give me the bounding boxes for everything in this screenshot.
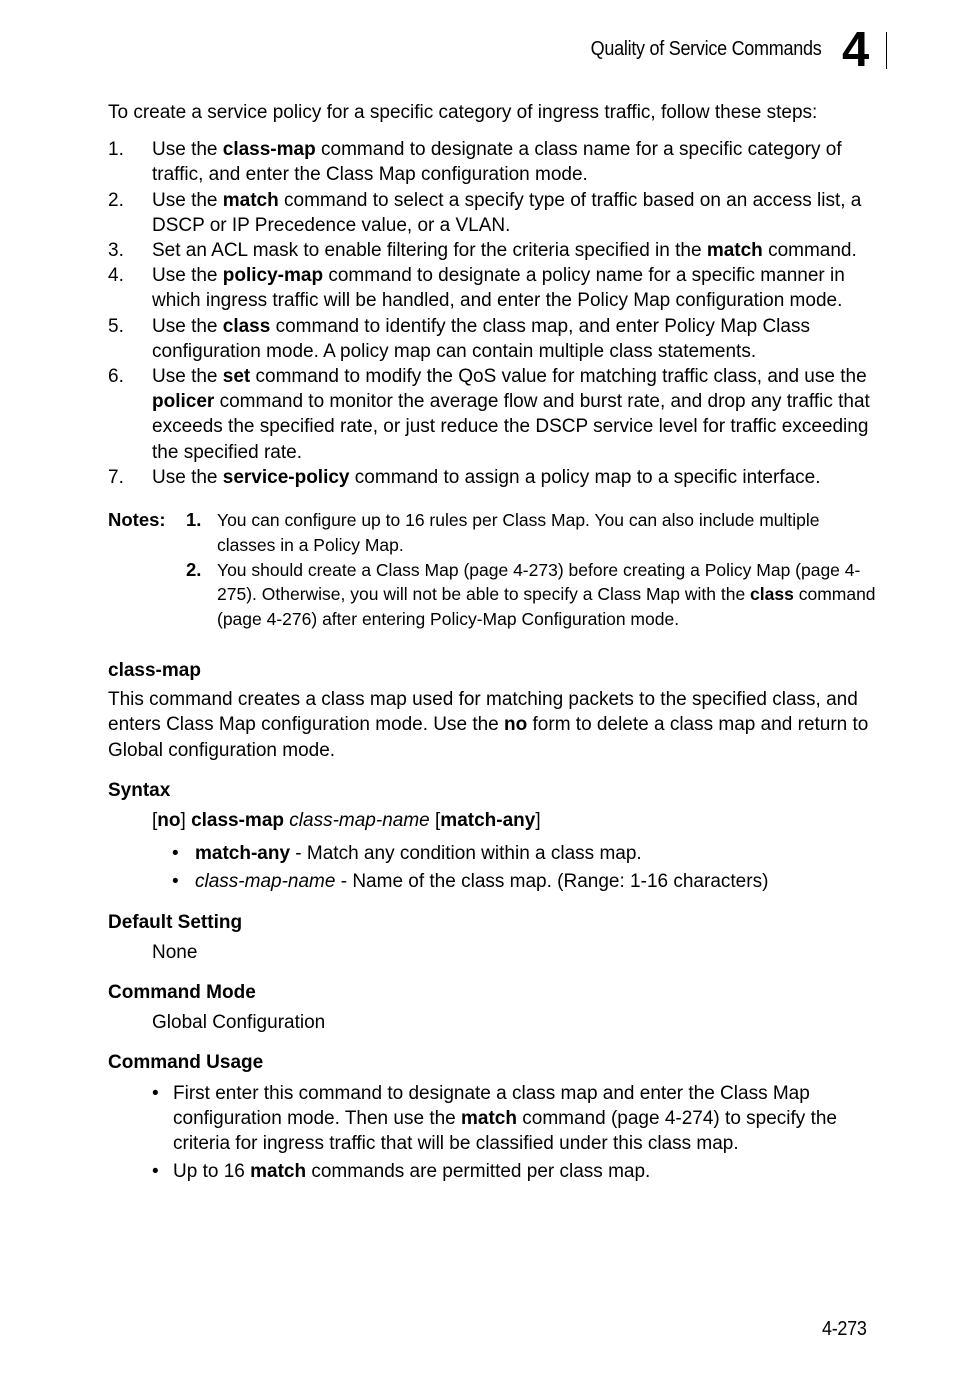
step-text: Set an ACL mask to enable filtering for the criteria specified in the bbox=[152, 240, 707, 262]
list-item bbox=[108, 869, 878, 894]
notes-block bbox=[108, 508, 878, 632]
step-text: command to identify the class map, and enter Policy Map Class configuration mode. A policy map can contain multiple class statements. bbox=[152, 315, 810, 362]
list-item bbox=[108, 1159, 878, 1184]
step-number: 7. bbox=[108, 466, 124, 488]
usage-text: commands are permitted per class map. bbox=[306, 1161, 651, 1183]
running-header-title: Quality of Service Commands bbox=[590, 38, 821, 60]
list-item bbox=[108, 238, 878, 263]
usage-text: command (page 4-274) to specify the criteria for ingress traffic that will be classified under this class map. bbox=[173, 1107, 837, 1155]
step-number: 3. bbox=[108, 240, 124, 262]
parameter-description: - Match any condition within a class map. bbox=[290, 843, 642, 865]
command-mode-heading: Command Mode bbox=[108, 982, 256, 1004]
page-content bbox=[108, 100, 878, 1187]
step-number: 2. bbox=[108, 189, 124, 211]
step-text: Use the bbox=[152, 466, 223, 488]
list-item bbox=[108, 1081, 878, 1157]
syntax-keyword: match-any bbox=[440, 810, 536, 832]
step-text: Use the bbox=[152, 366, 223, 388]
step-text: command to modify the QoS value for matching traffic class, and use the bbox=[250, 366, 867, 388]
bullet-icon: • bbox=[172, 871, 179, 893]
syntax-bracket: [ bbox=[429, 810, 441, 832]
note-item bbox=[108, 508, 878, 558]
syntax-keyword: class-map bbox=[191, 810, 285, 832]
note-text: command (page 4-276) after entering Policy-Map Configuration mode. bbox=[217, 584, 876, 630]
command-keyword: class bbox=[222, 315, 271, 337]
syntax-bracket: ] bbox=[180, 810, 192, 832]
step-text: Use the bbox=[152, 265, 223, 287]
command-keyword: set bbox=[222, 366, 251, 388]
bullet-icon: • bbox=[172, 843, 179, 865]
parameter-term: class-map-name bbox=[195, 871, 336, 893]
note-text: You should create a Class Map (page 4-273) before creating a Policy Map (page 4-275). Otherwise, you will not be able to specify a Class Map with the bbox=[217, 559, 861, 605]
command-keyword: match bbox=[250, 1161, 307, 1183]
command-keyword: class-map bbox=[222, 139, 316, 161]
parameter-description: - Name of the class map. (Range: 1-16 characters) bbox=[335, 871, 769, 893]
step-text: command to assign a policy map to a specific interface. bbox=[349, 466, 821, 488]
default-setting-value: None bbox=[152, 941, 198, 963]
list-item bbox=[108, 137, 878, 187]
parameter-term: match-any bbox=[195, 843, 291, 865]
intro-paragraph: To create a service policy for a specific category of ingress traffic, follow these steps: bbox=[108, 102, 818, 123]
command-keyword: policy-map bbox=[222, 265, 324, 287]
default-setting-heading: Default Setting bbox=[108, 911, 243, 933]
command-keyword: class bbox=[750, 584, 794, 605]
command-keyword: match bbox=[706, 240, 763, 262]
bullet-icon: • bbox=[152, 1082, 159, 1104]
syntax-bracket: ] bbox=[535, 810, 541, 832]
description-text: form to delete a class map and return to Global configuration mode. bbox=[108, 714, 869, 761]
step-text: command. bbox=[762, 240, 857, 262]
bullet-icon: • bbox=[152, 1161, 159, 1183]
step-text: Use the bbox=[152, 139, 223, 161]
command-keyword: match bbox=[461, 1107, 517, 1129]
note-item bbox=[108, 558, 878, 632]
step-number: 5. bbox=[108, 315, 124, 337]
command-keyword: no bbox=[504, 714, 528, 736]
list-item bbox=[108, 188, 878, 238]
syntax-heading: Syntax bbox=[108, 779, 171, 801]
syntax-keyword: no bbox=[157, 810, 181, 832]
chapter-number: 4 bbox=[842, 23, 870, 77]
step-text: command to select a specify type of traffic based on an access list, a DSCP or IP Precedence value, or a VLAN. bbox=[152, 189, 862, 236]
step-number: 1. bbox=[108, 139, 124, 161]
list-item bbox=[108, 263, 878, 313]
steps-list bbox=[108, 137, 878, 490]
list-item bbox=[108, 314, 878, 364]
note-text: You can configure up to 16 rules per Class Map. You can also include multiple classes in a Policy Map. bbox=[217, 510, 820, 555]
command-keyword: policer bbox=[152, 391, 215, 413]
chapter-tab bbox=[840, 23, 887, 77]
step-text: Use the bbox=[152, 315, 223, 337]
parameter-list bbox=[108, 841, 878, 894]
list-item bbox=[108, 364, 878, 465]
step-text: command to designate a class name for a specific category of traffic, and enter the Class Map configuration mode. bbox=[152, 139, 842, 186]
command-heading: class-map bbox=[108, 660, 201, 682]
command-keyword: service-policy bbox=[222, 466, 350, 488]
note-number: 2. bbox=[186, 558, 202, 580]
step-number: 4. bbox=[108, 265, 124, 287]
page-number: 4-273 bbox=[822, 1318, 867, 1340]
command-description bbox=[108, 687, 878, 763]
step-number: 6. bbox=[108, 366, 124, 388]
usage-list bbox=[108, 1081, 878, 1185]
command-usage-heading: Command Usage bbox=[108, 1052, 264, 1074]
notes-label: Notes: bbox=[108, 509, 166, 531]
command-mode-value: Global Configuration bbox=[152, 1012, 326, 1034]
command-keyword: match bbox=[222, 189, 279, 211]
list-item bbox=[108, 841, 878, 866]
syntax-bracket: [ bbox=[152, 810, 158, 832]
syntax-parameter: class-map-name bbox=[289, 810, 430, 832]
step-text: command to monitor the average flow and burst rate, and drop any traffic that exceeds the specified rate, or just reduce the DSCP service level for traffic exceeding the specified rate. bbox=[152, 391, 870, 463]
usage-text: First enter this command to designate a class map and enter the Class Map configuration mode. Then use the bbox=[173, 1082, 810, 1129]
step-text: command to designate a policy name for a specific manner in which ingress traffic will be handled, and enter the Policy Map configuration mode. bbox=[152, 265, 845, 312]
list-item bbox=[108, 465, 878, 490]
usage-text: Up to 16 bbox=[173, 1161, 251, 1183]
step-text: Use the bbox=[152, 189, 223, 211]
description-text: This command creates a class map used for matching packets to the specified class, and enters Class Map configuration mode. Use the bbox=[108, 689, 858, 736]
syntax-line bbox=[108, 808, 878, 833]
note-number: 1. bbox=[186, 509, 202, 531]
